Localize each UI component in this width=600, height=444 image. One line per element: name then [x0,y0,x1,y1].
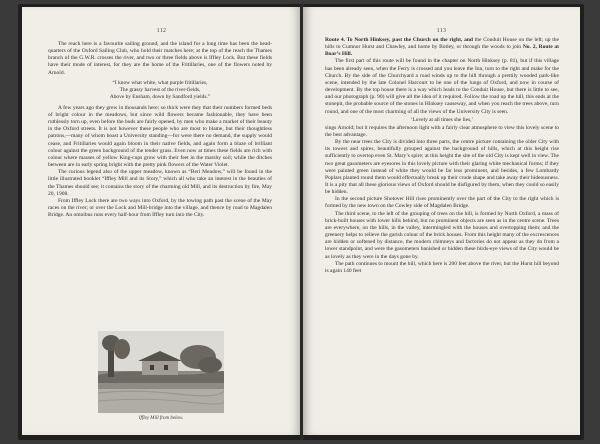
arnold-poem-quote [48,80,272,101]
right-page-body [325,37,559,275]
right-paragraph-2: sings Arnold; but it requires the afternoon light with a fairly clear atmosphere to view this lovely scene to the best advantage. [325,124,559,138]
right-paragraph-4: In the second picture Shotover Hill rises prominently over the part of the City to the right which is formed by the new town on the Cowley side of Magdalen Bridge. [325,196,559,210]
route-heading-cont: the Conduit House on the left; up the hills to Cumnor Hurst and Chawley, and home by Botley, or through the woods to join [325,37,559,51]
route-heading-block [325,37,559,58]
poem-line-2: The grassy harvest of the river-fields, [119,86,201,93]
photo-caption: Iffley Mill from below. [138,416,184,421]
left-paragraph-1: The reach here is a favourite sailing ground, and the island for a long time has been the head-quarters of the Oxford Sailing Club, who hold their matches here; at the top of the reach the Thames branch of the G.W.R. crosses the river, and two or three fields above is Iffley Lock. But these fields have their mode of interest, for they are the home of the Fritillaries, one of the flowers noted by Arnold. [48,41,272,76]
book-binding [18,4,584,440]
left-page [22,7,301,435]
arnold-quote: ‘Lovely at all times she lies,’ [410,116,474,123]
left-paragraph-2: A few years ago they grew in thousands here; so thick were they that their numbers formed beds of bright colour in the meadows, but since wild flowers became fashionable, they have been ruthlessly torn up, even before the buds are fairly opened, by men who make a market of their beauty in the Oxford streets. It is not however these people who are most to blame, but their thoughtless patrons,—many of whom boast a University standing—for were there no demand, the supply would cease, and Fritillaries would again bloom in their native fields, and again form a blaze of brilliant colour against the green background of the tender grass. Even now at times these fields are rich with colour where masses of yellow King-cups grow with their feet in the marshy soil; while the ditches between are in early spring bright with the pretty pink flowers of the Water Violet. [48,104,272,169]
left-page-number: 112 [156,28,167,34]
iffley-mill-photo [98,331,224,413]
right-paragraph-6: The path continues to mount the hill, which here is 200 feet above the river, but the Hurst hill beyond is again 140 feet [325,260,559,274]
left-paragraph-3: The curious legend also of the upper meadow, known as “Beri Meadow,” will be found in the little illustrated booklet “Iffley Mill and its Story,” which all who take an interest in the beauties of the Thames should see; it contains the story of the charming old Mill, and its destruction by fire, May 20, 1908. [48,169,272,197]
route-reference: No. 2, Route at Boar’s Hill. [325,44,560,58]
right-paragraph-1: The first part of this route will be found in the chapter on North Hinksey (p. 81), but if this village has been already seen, when the Ferry is crossed and you leave the Inn, turn to the right and make for the Church. By the side of the Churchyard a road winds up to the hill through a prettily wooded park-like scene, intended by the late Colonel Harcourt to be one of the lungs of Oxford, and now in course of development. By the top house there is a way which leads to the Conduit House, but there is little to see, and our photograph (p. 90) will give all the idea of it required. Follow the road up the hill, this ends at the stonepit, the probable source of the stones in Hinksey causeway, and when you reach the trees above, turn round, and one of the most charming of all the views of the University City is seen. [325,58,559,115]
right-paragraph-5: The third scene, to the left of the grouping of trees on the hill, is formed by North Oxford, a mass of brick-built houses with lower hills behind, but no prominent objects are seen as in the centre scene. Trees are everywhere, on the hills, in the valley, intermingled with the houses and overtopping them; and the greenery helps to relieve the garish colour of the brick houses. From this height many of the excrescences are hidden or softened by distance, the modern chimneys and factories do not appear as they do from a lower standpoint, and were the gasometers banished or hidden these birds-eye views of the City would be as lovely as they were in the days gone by. [325,210,559,260]
right-paragraph-3: By the near trees the City is divided into three parts, the centre picture containing the older City with its towers and spires, beautifully grouped against the background of hills, which at this height rise sufficiently to overtop even St. Mary’s spire; at this height the site of the old City is kept well in view. The two great gasometers are eyesores in this lovely picture with their glaring white mechanical forms; if they were painted green instead of white they would be far less prominent, and besides, a few Lombardy Poplars planted round them would effectually break up their crude shape and take away their hideousness. It is a pity that all these glorious views of Oxford should be disfigured by them, when they could so easily be hidden. [325,139,559,196]
poem-line-1: “I know what white, what purple fritillaries, [112,79,208,86]
route-heading: Route 4. To North Hinksey, past the Church on the right, and [325,37,473,43]
right-page [303,7,580,435]
left-paragraph-4: From Iffley Lock there are two ways into Oxford, by the towing path past the scene of the May races on the river; or over the Lock and Mill-bridge into the village, and thence by road to Magdalen Bridge. An omnibus runs every half-hour from Iffley turn into the City. [48,197,272,219]
left-page-body [48,41,272,219]
right-page-number: 113 [436,28,447,34]
poem-line-3: Above by Ensham, down by Sandford yields.” [109,93,211,100]
